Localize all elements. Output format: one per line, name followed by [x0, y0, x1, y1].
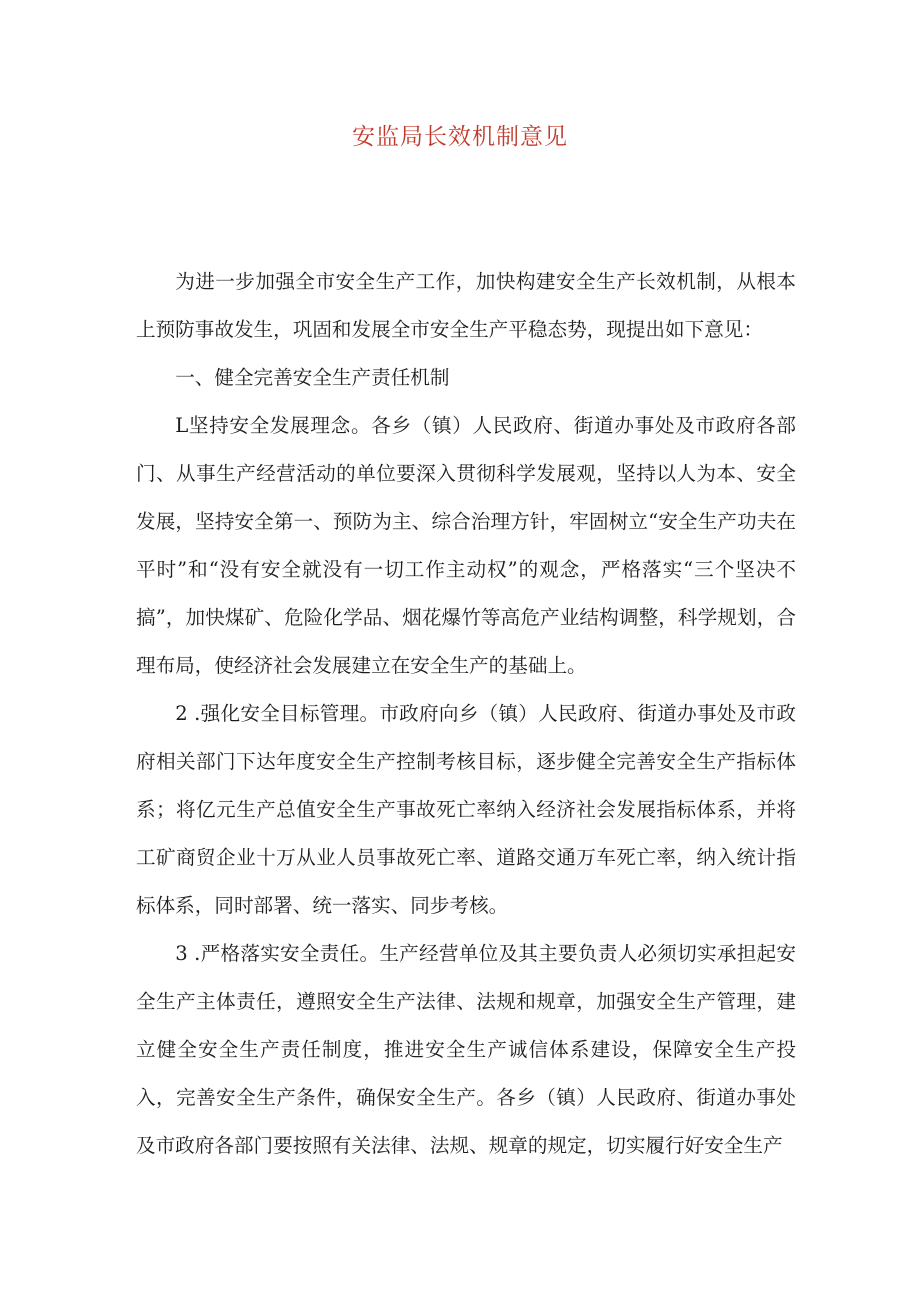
item-3-paragraph: 3 .严格落实安全责任。生产经营单位及其主要负责人必须切实承担起安全生产主体责任，遵照安全生产法律、法规和规章，加强安全生产管理，建立健全安全生产责任制度，推进安全生产诚信体系建设，保障安全生产投入，完善安全生产条件，确保安全生产。各乡（镇）人民政府、街道办事处及市政府各部门要按照有关法律、法规、规章的规定，切实履行好安全生产	[136, 942, 796, 1157]
item-1-paragraph: L坚持安全发展理念。各乡（镇）人民政府、街道办事处及市政府各部门、从事生产经营活动的单位要深入贯彻科学发展观，坚持以人为本、安全发展，坚持安全第一、预防为主、综合治理方针，牢固树立“安全生产功夫在平时”和“没有安全就没有一切工作主动权”的观念，严格落实“三个坚决不搞”，加快煤矿、危险化学品、烟花爆竹等高危产业结构调整，科学规划，合理布局，使经济社会发展建立在安全生产的基础上。	[136, 414, 796, 677]
item-2-paragraph: 2 .强化安全目标管理。市政府向乡（镇）人民政府、街道办事处及市政府相关部门下达年度安全生产控制考核目标，逐步健全完善安全生产指标体系；将亿元生产总值安全生产事故死亡率纳入经济社会发展指标体系，并将工矿商贸企业十万从业人员事故死亡率、道路交通万车死亡率，纳入统计指标体系，同时部署、统一落实、同步考核。	[136, 702, 796, 917]
page-title: 安监局长效机制意见	[352, 124, 568, 150]
section-heading: 一、健全完善安全生产责任机制	[175, 366, 450, 389]
document-body	[136, 258, 796, 1170]
intro-paragraph: 为进一步加强全市安全生产工作，加快构建安全生产长效机制，从根本上预防事故发生，巩固和发展全市安全生产平稳态势，现提出如下意见：	[136, 270, 796, 341]
